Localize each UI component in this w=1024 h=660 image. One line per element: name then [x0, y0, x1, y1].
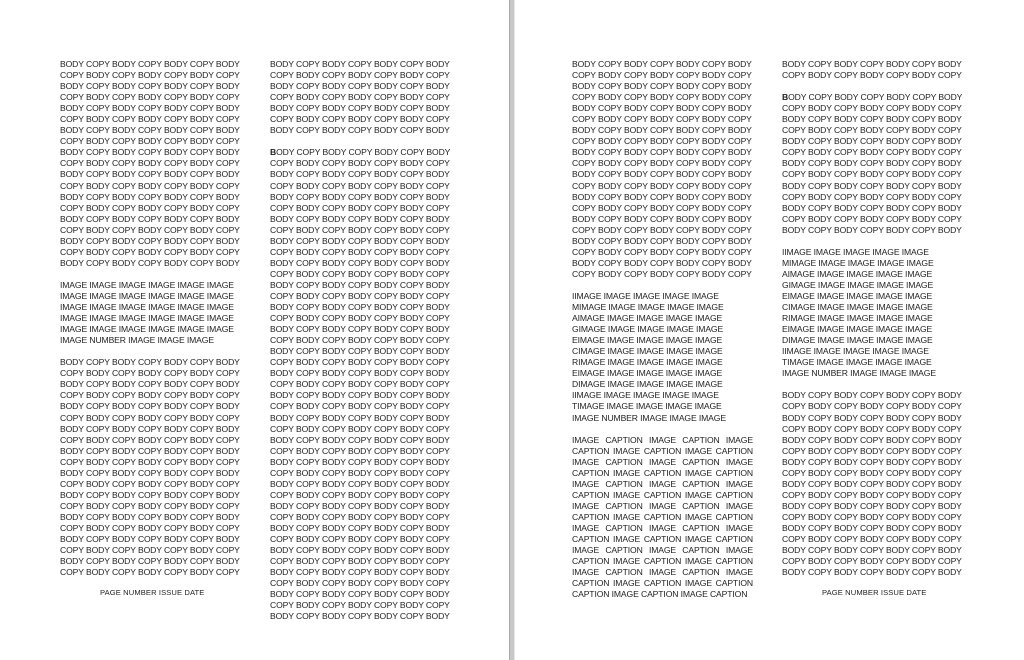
text-line	[782, 92, 964, 103]
text-line: BODY COPY BODY COPY BODY COPY BODY	[782, 434, 962, 445]
text-line: BODY COPY BODY COPY BODY COPY BODY	[270, 346, 450, 357]
text-line: COPY BODY COPY BODY COPY BODY COPY	[270, 290, 450, 301]
caption-word: CAPTION	[605, 500, 643, 511]
text-line: COPY BODY COPY BODY COPY BODY COPY	[782, 213, 962, 224]
text-line: MIMAGE IMAGE IMAGE IMAGE IMAGE	[782, 257, 934, 268]
caption-word: IMAGE	[684, 445, 712, 456]
text-line: COPY BODY COPY BODY COPY BODY COPY	[782, 401, 962, 412]
text-line: COPY BODY COPY BODY COPY BODY COPY	[60, 180, 240, 191]
paragraph-gap	[782, 236, 964, 247]
caption-word: IMAGE	[725, 456, 753, 467]
caption-word: CAPTION	[715, 578, 753, 589]
caption-line: CAPTION IMAGE CAPTION IMAGE CAPTION	[572, 589, 748, 600]
text-line: COPY BODY COPY BODY COPY BODY COPY	[270, 511, 450, 522]
text-line: BODY COPY BODY COPY BODY COPY BODY	[270, 59, 450, 69]
text-line: COPY BODY COPY BODY COPY BODY COPY	[572, 136, 752, 147]
text-line: COPY BODY COPY BODY COPY BODY COPY	[782, 445, 962, 456]
text-line: IMAGE NUMBER IMAGE IMAGE IMAGE	[572, 412, 726, 423]
caption-word: CAPTION	[715, 556, 753, 567]
text-line: COPY BODY COPY BODY COPY BODY COPY	[270, 70, 450, 81]
paragraph-gap	[572, 280, 754, 291]
caption-line	[572, 545, 753, 556]
caption-word: IMAGE	[725, 567, 753, 578]
text-line: GIMAGE IMAGE IMAGE IMAGE IMAGE	[782, 279, 934, 290]
text-line: AIMAGE IMAGE IMAGE IMAGE IMAGE	[782, 268, 933, 279]
text-line: BODY COPY BODY COPY BODY COPY BODY	[782, 114, 962, 125]
caption-line	[572, 457, 753, 468]
text-line: BODY COPY BODY COPY BODY COPY BODY	[270, 500, 450, 511]
text-line: BODY COPY BODY COPY BODY COPY BODY	[572, 103, 752, 114]
paragraph-gap	[60, 269, 242, 280]
text-line: DIMAGE IMAGE IMAGE IMAGE IMAGE	[572, 379, 723, 390]
text-line: BODY COPY BODY COPY BODY COPY BODY	[270, 567, 450, 578]
text-line: RIMAGE IMAGE IMAGE IMAGE IMAGE	[572, 357, 723, 368]
text-line: BODY COPY BODY COPY BODY COPY BODY	[270, 589, 450, 600]
text-block	[270, 147, 452, 622]
text-line: COPY BODY COPY BODY COPY BODY COPY	[782, 125, 962, 136]
caption-word: IMAGE	[684, 578, 712, 589]
caption-line	[572, 567, 753, 578]
caption-line	[572, 501, 753, 512]
text-line: COPY BODY COPY BODY COPY BODY COPY	[782, 511, 962, 522]
text-line: BODY COPY BODY COPY BODY COPY BODY	[782, 478, 962, 489]
text-line: BODY COPY BODY COPY BODY COPY BODY	[270, 324, 450, 335]
text-line: IIMAGE IMAGE IMAGE IMAGE IMAGE	[572, 390, 719, 401]
text-line: BODY COPY BODY COPY BODY COPY BODY	[60, 467, 240, 478]
text-line: BODY COPY BODY COPY BODY COPY BODY	[270, 412, 450, 423]
caption-word: CAPTION	[572, 489, 610, 500]
caption-word: CAPTION	[605, 456, 643, 467]
text-line: IMAGE IMAGE IMAGE IMAGE IMAGE IMAGE	[60, 324, 234, 335]
text-column	[60, 59, 242, 578]
text-line: BODY COPY BODY COPY BODY COPY BODY	[60, 489, 240, 500]
caption-word: CAPTION	[715, 511, 753, 522]
paragraph-gap	[60, 346, 242, 357]
caption-word: IMAGE	[613, 534, 641, 545]
text-line: IIMAGE IMAGE IMAGE IMAGE IMAGE	[782, 246, 929, 257]
text-line: BODY COPY BODY COPY BODY COPY BODY	[270, 279, 450, 290]
text-line: COPY BODY COPY BODY COPY BODY COPY	[782, 534, 962, 545]
text-line: IMAGE IMAGE IMAGE IMAGE IMAGE IMAGE	[60, 279, 234, 290]
text-line: BODY COPY BODY COPY BODY COPY BODY	[270, 302, 450, 313]
caption-word: IMAGE	[725, 522, 753, 533]
caption-word: IMAGE	[725, 434, 753, 445]
text-line: AIMAGE IMAGE IMAGE IMAGE IMAGE	[572, 313, 723, 324]
caption-word: IMAGE	[572, 500, 600, 511]
text-line: BODY COPY BODY COPY BODY COPY BODY	[60, 379, 240, 390]
text-line: COPY BODY COPY BODY COPY BODY COPY	[572, 202, 752, 213]
caption-word: IMAGE	[613, 445, 641, 456]
text-line: BODY COPY BODY COPY BODY COPY BODY	[60, 534, 240, 545]
text-line-rest: ODY COPY BODY COPY BODY COPY BODY	[788, 92, 963, 103]
text-line: IMAGE IMAGE IMAGE IMAGE IMAGE IMAGE	[60, 290, 234, 301]
text-line: COPY BODY COPY BODY COPY BODY COPY	[60, 390, 240, 401]
caption-word: CAPTION	[682, 567, 720, 578]
paragraph-gap	[782, 379, 964, 390]
text-line: COPY BODY COPY BODY COPY BODY COPY	[782, 467, 962, 478]
caption-word: CAPTION	[643, 467, 682, 478]
text-line: COPY BODY COPY BODY COPY BODY COPY	[572, 114, 752, 125]
caption-line	[572, 479, 753, 490]
caption-word: CAPTION	[605, 567, 643, 578]
text-line: BODY COPY BODY COPY BODY COPY BODY	[782, 456, 962, 467]
caption-word: CAPTION	[643, 511, 682, 522]
caption-word: IMAGE	[648, 522, 677, 533]
text-line: TIMAGE IMAGE IMAGE IMAGE IMAGE	[782, 357, 932, 368]
text-line: COPY BODY COPY BODY COPY BODY COPY	[270, 158, 450, 169]
text-line: BODY COPY BODY COPY BODY COPY BODY	[60, 191, 240, 202]
text-line: COPY BODY COPY BODY COPY BODY COPY	[270, 268, 450, 279]
caption-line	[572, 512, 753, 523]
caption-word: CAPTION	[715, 467, 753, 478]
caption-word: CAPTION	[715, 489, 753, 500]
text-line: BODY COPY BODY COPY BODY COPY BODY	[270, 81, 450, 92]
text-line: BODY COPY BODY COPY BODY COPY BODY	[270, 125, 450, 136]
text-line: COPY BODY COPY BODY COPY BODY COPY	[270, 202, 450, 213]
caption-line	[572, 534, 753, 545]
caption-word: CAPTION	[643, 578, 682, 589]
text-line: BODY COPY BODY COPY BODY COPY BODY	[60, 213, 240, 224]
text-line: COPY BODY COPY BODY COPY BODY COPY	[60, 136, 240, 147]
text-line: COPY BODY COPY BODY COPY BODY COPY	[60, 412, 240, 423]
text-line: BODY COPY BODY COPY BODY COPY BODY	[572, 147, 752, 158]
text-line: CIMAGE IMAGE IMAGE IMAGE IMAGE	[572, 346, 723, 357]
image-caption	[572, 435, 754, 601]
text-block	[782, 92, 964, 236]
text-line: EIMAGE IMAGE IMAGE IMAGE IMAGE	[782, 324, 933, 335]
text-line: BODY COPY BODY COPY BODY COPY BODY	[782, 158, 962, 169]
paragraph-gap	[572, 424, 754, 435]
text-line: IMAGE IMAGE IMAGE IMAGE IMAGE IMAGE	[60, 302, 234, 313]
text-line: COPY BODY COPY BODY COPY BODY COPY	[270, 445, 450, 456]
caption-word: IMAGE	[725, 545, 753, 556]
text-line: IMAGE IMAGE IMAGE IMAGE IMAGE IMAGE	[60, 313, 234, 324]
text-line: BODY COPY BODY COPY BODY COPY BODY	[572, 257, 752, 268]
text-line: BODY COPY BODY COPY BODY COPY BODY	[782, 412, 962, 423]
caption-word: IMAGE	[613, 556, 641, 567]
caption-word: CAPTION	[605, 434, 643, 445]
text-line: BODY COPY BODY COPY BODY COPY BODY	[270, 213, 450, 224]
page-footer: PAGE NUMBER ISSUE DATE	[822, 588, 927, 597]
text-line: BODY COPY BODY COPY BODY COPY BODY	[60, 357, 240, 368]
text-line: BODY COPY BODY COPY BODY COPY BODY	[572, 169, 752, 180]
caption-word: IMAGE	[648, 567, 677, 578]
text-line: EIMAGE IMAGE IMAGE IMAGE IMAGE	[782, 290, 933, 301]
text-line: COPY BODY COPY BODY COPY BODY COPY	[270, 357, 450, 368]
caption-word: IMAGE	[572, 522, 600, 533]
text-line: IMAGE NUMBER IMAGE IMAGE IMAGE	[60, 335, 214, 346]
text-line: TIMAGE IMAGE IMAGE IMAGE IMAGE	[572, 401, 722, 412]
caption-line	[572, 435, 753, 446]
text-line: BODY COPY BODY COPY BODY COPY BODY	[270, 611, 450, 622]
text-line: BODY COPY BODY COPY BODY COPY BODY	[270, 478, 450, 489]
text-line: COPY BODY COPY BODY COPY BODY COPY	[270, 379, 450, 390]
caption-word: CAPTION	[682, 500, 720, 511]
caption-word: IMAGE	[613, 511, 641, 522]
text-line: BODY COPY BODY COPY BODY COPY BODY	[270, 169, 450, 180]
text-line: BODY COPY BODY COPY BODY COPY BODY	[782, 390, 962, 401]
text-line: COPY BODY COPY BODY COPY BODY COPY	[60, 224, 240, 235]
text-line: COPY BODY COPY BODY COPY BODY COPY	[270, 180, 450, 191]
caption-word: CAPTION	[715, 445, 753, 456]
text-line: COPY BODY COPY BODY COPY BODY COPY	[270, 467, 450, 478]
text-line: COPY BODY COPY BODY COPY BODY COPY	[782, 103, 962, 114]
text-line: COPY BODY COPY BODY COPY BODY COPY	[270, 534, 450, 545]
text-block	[60, 59, 242, 269]
caption-word: CAPTION	[572, 534, 610, 545]
text-line: COPY BODY COPY BODY COPY BODY COPY	[572, 268, 752, 279]
caption-word: IMAGE	[613, 489, 641, 500]
text-line: BODY COPY BODY COPY BODY COPY BODY	[782, 59, 962, 69]
text-line: BODY COPY BODY COPY BODY COPY BODY	[782, 136, 962, 147]
text-line: COPY BODY COPY BODY COPY BODY COPY	[782, 70, 962, 81]
text-block	[782, 390, 964, 578]
text-line: BODY COPY BODY COPY BODY COPY BODY	[270, 103, 450, 114]
text-line: BODY COPY BODY COPY BODY COPY BODY	[60, 235, 240, 246]
text-line: COPY BODY COPY BODY COPY BODY COPY	[60, 202, 240, 213]
text-line: IIMAGE IMAGE IMAGE IMAGE IMAGE	[572, 290, 719, 301]
caption-word: CAPTION	[643, 534, 682, 545]
caption-word: CAPTION	[682, 478, 720, 489]
text-line: BODY COPY BODY COPY BODY COPY BODY	[60, 59, 240, 69]
text-line: BODY COPY BODY COPY BODY COPY BODY	[60, 511, 240, 522]
text-line: COPY BODY COPY BODY COPY BODY COPY	[60, 368, 240, 379]
page-footer: PAGE NUMBER ISSUE DATE	[100, 588, 205, 597]
text-line-rest: ODY COPY BODY COPY BODY COPY BODY	[276, 147, 451, 158]
text-line: BODY COPY BODY COPY BODY COPY BODY	[782, 180, 962, 191]
caption-word: CAPTION	[682, 545, 720, 556]
caption-word: IMAGE	[684, 467, 712, 478]
caption-word: IMAGE	[572, 456, 600, 467]
text-line: COPY BODY COPY BODY COPY BODY COPY	[270, 556, 450, 567]
text-line: BODY COPY BODY COPY BODY COPY BODY	[270, 456, 450, 467]
text-line: BODY COPY BODY COPY BODY COPY BODY	[60, 169, 240, 180]
text-line: COPY BODY COPY BODY COPY BODY COPY	[60, 92, 240, 103]
text-line: CIMAGE IMAGE IMAGE IMAGE IMAGE	[782, 302, 933, 313]
text-line: COPY BODY COPY BODY COPY BODY COPY	[270, 224, 450, 235]
caption-word: IMAGE	[648, 478, 677, 489]
text-line: BODY COPY BODY COPY BODY COPY BODY	[270, 522, 450, 533]
text-line: COPY BODY COPY BODY COPY BODY COPY	[782, 489, 962, 500]
text-line: BODY COPY BODY COPY BODY COPY BODY	[60, 445, 240, 456]
text-line: COPY BODY COPY BODY COPY BODY COPY	[60, 158, 240, 169]
text-line: COPY BODY COPY BODY COPY BODY COPY	[60, 456, 240, 467]
caption-word: CAPTION	[643, 489, 682, 500]
drop-cap: B	[782, 92, 789, 103]
text-line: COPY BODY COPY BODY COPY BODY COPY	[60, 70, 240, 81]
text-line: BODY COPY BODY COPY BODY COPY BODY	[782, 202, 962, 213]
text-line: COPY BODY COPY BODY COPY BODY COPY	[270, 246, 450, 257]
paragraph-gap	[270, 136, 452, 147]
caption-word: CAPTION	[572, 556, 610, 567]
caption-word: IMAGE	[648, 456, 677, 467]
text-line: COPY BODY COPY BODY COPY BODY COPY	[782, 191, 962, 202]
caption-word: IMAGE	[648, 500, 677, 511]
text-line	[270, 147, 452, 158]
caption-word: IMAGE	[613, 467, 641, 478]
text-line: MIMAGE IMAGE IMAGE IMAGE IMAGE	[572, 302, 724, 313]
text-line: COPY BODY COPY BODY COPY BODY COPY	[60, 114, 240, 125]
text-column	[572, 59, 754, 600]
text-line: COPY BODY COPY BODY COPY BODY COPY	[270, 600, 450, 611]
caption-word: CAPTION	[572, 445, 610, 456]
caption-word: IMAGE	[648, 434, 677, 445]
caption-word: CAPTION	[715, 534, 753, 545]
caption-word: IMAGE	[572, 545, 600, 556]
caption-word: IMAGE	[684, 511, 712, 522]
text-line: BODY COPY BODY COPY BODY COPY BODY	[60, 423, 240, 434]
text-line: BODY COPY BODY COPY BODY COPY BODY	[60, 81, 240, 92]
text-line: COPY BODY COPY BODY COPY BODY COPY	[782, 169, 962, 180]
text-line: EIMAGE IMAGE IMAGE IMAGE IMAGE	[572, 335, 723, 346]
caption-word: IMAGE	[684, 489, 712, 500]
caption-word: CAPTION	[572, 467, 610, 478]
text-column	[270, 59, 452, 622]
text-line: BODY COPY BODY COPY BODY COPY BODY	[572, 213, 752, 224]
text-line: COPY BODY COPY BODY COPY BODY COPY	[782, 556, 962, 567]
paragraph-gap	[782, 81, 964, 92]
text-block	[572, 59, 754, 280]
text-line: BODY COPY BODY COPY BODY COPY BODY	[572, 235, 752, 246]
caption-word: IMAGE	[725, 500, 753, 511]
text-block	[782, 59, 964, 81]
text-line: BODY COPY BODY COPY BODY COPY BODY	[782, 500, 962, 511]
text-line: COPY BODY COPY BODY COPY BODY COPY	[270, 335, 450, 346]
text-line: COPY BODY COPY BODY COPY BODY COPY	[270, 114, 450, 125]
caption-line	[572, 578, 753, 589]
text-line: COPY BODY COPY BODY COPY BODY COPY	[572, 92, 752, 103]
text-line: COPY BODY COPY BODY COPY BODY COPY	[782, 147, 962, 158]
caption-word: IMAGE	[572, 434, 600, 445]
text-block	[572, 291, 754, 424]
caption-word: CAPTION	[605, 545, 643, 556]
caption-word: CAPTION	[605, 478, 643, 489]
caption-line	[572, 468, 753, 479]
text-line: IMAGE NUMBER IMAGE IMAGE IMAGE	[782, 368, 936, 379]
text-line: BODY COPY BODY COPY BODY COPY BODY	[572, 125, 752, 136]
text-line: COPY BODY COPY BODY COPY BODY COPY	[782, 423, 962, 434]
caption-word: IMAGE	[648, 545, 677, 556]
caption-word: IMAGE	[572, 478, 600, 489]
caption-word: CAPTION	[605, 522, 643, 533]
text-line: COPY BODY COPY BODY COPY BODY COPY	[60, 567, 240, 578]
text-line: COPY BODY COPY BODY COPY BODY COPY	[270, 401, 450, 412]
caption-line	[572, 556, 753, 567]
text-line: BODY COPY BODY COPY BODY COPY BODY	[270, 235, 450, 246]
text-line: COPY BODY COPY BODY COPY BODY COPY	[60, 246, 240, 257]
text-line: BODY COPY BODY COPY BODY COPY BODY	[270, 434, 450, 445]
caption-word: IMAGE	[572, 567, 600, 578]
text-line: GIMAGE IMAGE IMAGE IMAGE IMAGE	[572, 324, 724, 335]
text-line: BODY COPY BODY COPY BODY COPY BODY	[782, 567, 962, 578]
text-line: BODY COPY BODY COPY BODY COPY BODY	[270, 257, 450, 268]
text-line: DIMAGE IMAGE IMAGE IMAGE IMAGE	[782, 335, 933, 346]
caption-word: CAPTION	[643, 556, 682, 567]
text-line: IIMAGE IMAGE IMAGE IMAGE IMAGE	[782, 346, 929, 357]
text-line: BODY COPY BODY COPY BODY COPY BODY	[270, 390, 450, 401]
caption-word: CAPTION	[682, 434, 720, 445]
text-column	[782, 59, 964, 578]
text-line: BODY COPY BODY COPY BODY COPY BODY	[270, 368, 450, 379]
text-line: COPY BODY COPY BODY COPY BODY COPY	[572, 70, 752, 81]
drop-cap: B	[270, 147, 277, 158]
text-line: COPY BODY COPY BODY COPY BODY COPY	[270, 92, 450, 103]
text-line: BODY COPY BODY COPY BODY COPY BODY	[60, 125, 240, 136]
caption-line	[572, 490, 753, 501]
text-block	[270, 59, 452, 136]
text-line: BODY COPY BODY COPY BODY COPY BODY	[270, 545, 450, 556]
text-block	[782, 247, 964, 380]
text-block	[60, 357, 242, 578]
caption-line	[572, 446, 753, 457]
text-line: BODY COPY BODY COPY BODY COPY BODY	[572, 81, 752, 92]
caption-word: IMAGE	[613, 578, 641, 589]
caption-word: IMAGE	[684, 534, 712, 545]
caption-word: CAPTION	[572, 578, 610, 589]
text-line: EIMAGE IMAGE IMAGE IMAGE IMAGE	[572, 368, 723, 379]
text-line: COPY BODY COPY BODY COPY BODY COPY	[270, 423, 450, 434]
text-line: COPY BODY COPY BODY COPY BODY COPY	[572, 180, 752, 191]
text-line: COPY BODY COPY BODY COPY BODY COPY	[270, 313, 450, 324]
caption-word: CAPTION	[572, 511, 610, 522]
text-line: COPY BODY COPY BODY COPY BODY COPY	[60, 434, 240, 445]
text-line: COPY BODY COPY BODY COPY BODY COPY	[572, 224, 752, 235]
text-line: BODY COPY BODY COPY BODY COPY BODY	[60, 401, 240, 412]
text-line: BODY COPY BODY COPY BODY COPY BODY	[60, 147, 240, 158]
caption-word: IMAGE	[725, 478, 753, 489]
text-line: COPY BODY COPY BODY COPY BODY COPY	[270, 578, 450, 589]
text-line: BODY COPY BODY COPY BODY COPY BODY	[270, 191, 450, 202]
text-line: BODY COPY BODY COPY BODY COPY BODY	[572, 191, 752, 202]
caption-word: CAPTION	[643, 445, 682, 456]
text-line: BODY COPY BODY COPY BODY COPY BODY	[782, 224, 962, 235]
text-block	[60, 280, 242, 346]
text-line: BODY COPY BODY COPY BODY COPY BODY	[60, 103, 240, 114]
text-line: COPY BODY COPY BODY COPY BODY COPY	[60, 545, 240, 556]
text-line: BODY COPY BODY COPY BODY COPY BODY	[60, 556, 240, 567]
text-line: BODY COPY BODY COPY BODY COPY BODY	[572, 59, 752, 69]
text-line: COPY BODY COPY BODY COPY BODY COPY	[572, 246, 752, 257]
text-line: BODY COPY BODY COPY BODY COPY BODY	[782, 522, 962, 533]
text-line: BODY COPY BODY COPY BODY COPY BODY	[60, 257, 240, 268]
text-line: BODY COPY BODY COPY BODY COPY BODY	[782, 545, 962, 556]
text-line: COPY BODY COPY BODY COPY BODY COPY	[270, 489, 450, 500]
text-line: COPY BODY COPY BODY COPY BODY COPY	[60, 500, 240, 511]
caption-word: CAPTION	[682, 456, 720, 467]
text-line: RIMAGE IMAGE IMAGE IMAGE IMAGE	[782, 313, 933, 324]
caption-word: CAPTION	[682, 522, 720, 533]
caption-line	[572, 523, 753, 534]
caption-word: IMAGE	[684, 556, 712, 567]
text-line: COPY BODY COPY BODY COPY BODY COPY	[60, 478, 240, 489]
text-line: COPY BODY COPY BODY COPY BODY COPY	[60, 522, 240, 533]
text-line: COPY BODY COPY BODY COPY BODY COPY	[572, 158, 752, 169]
